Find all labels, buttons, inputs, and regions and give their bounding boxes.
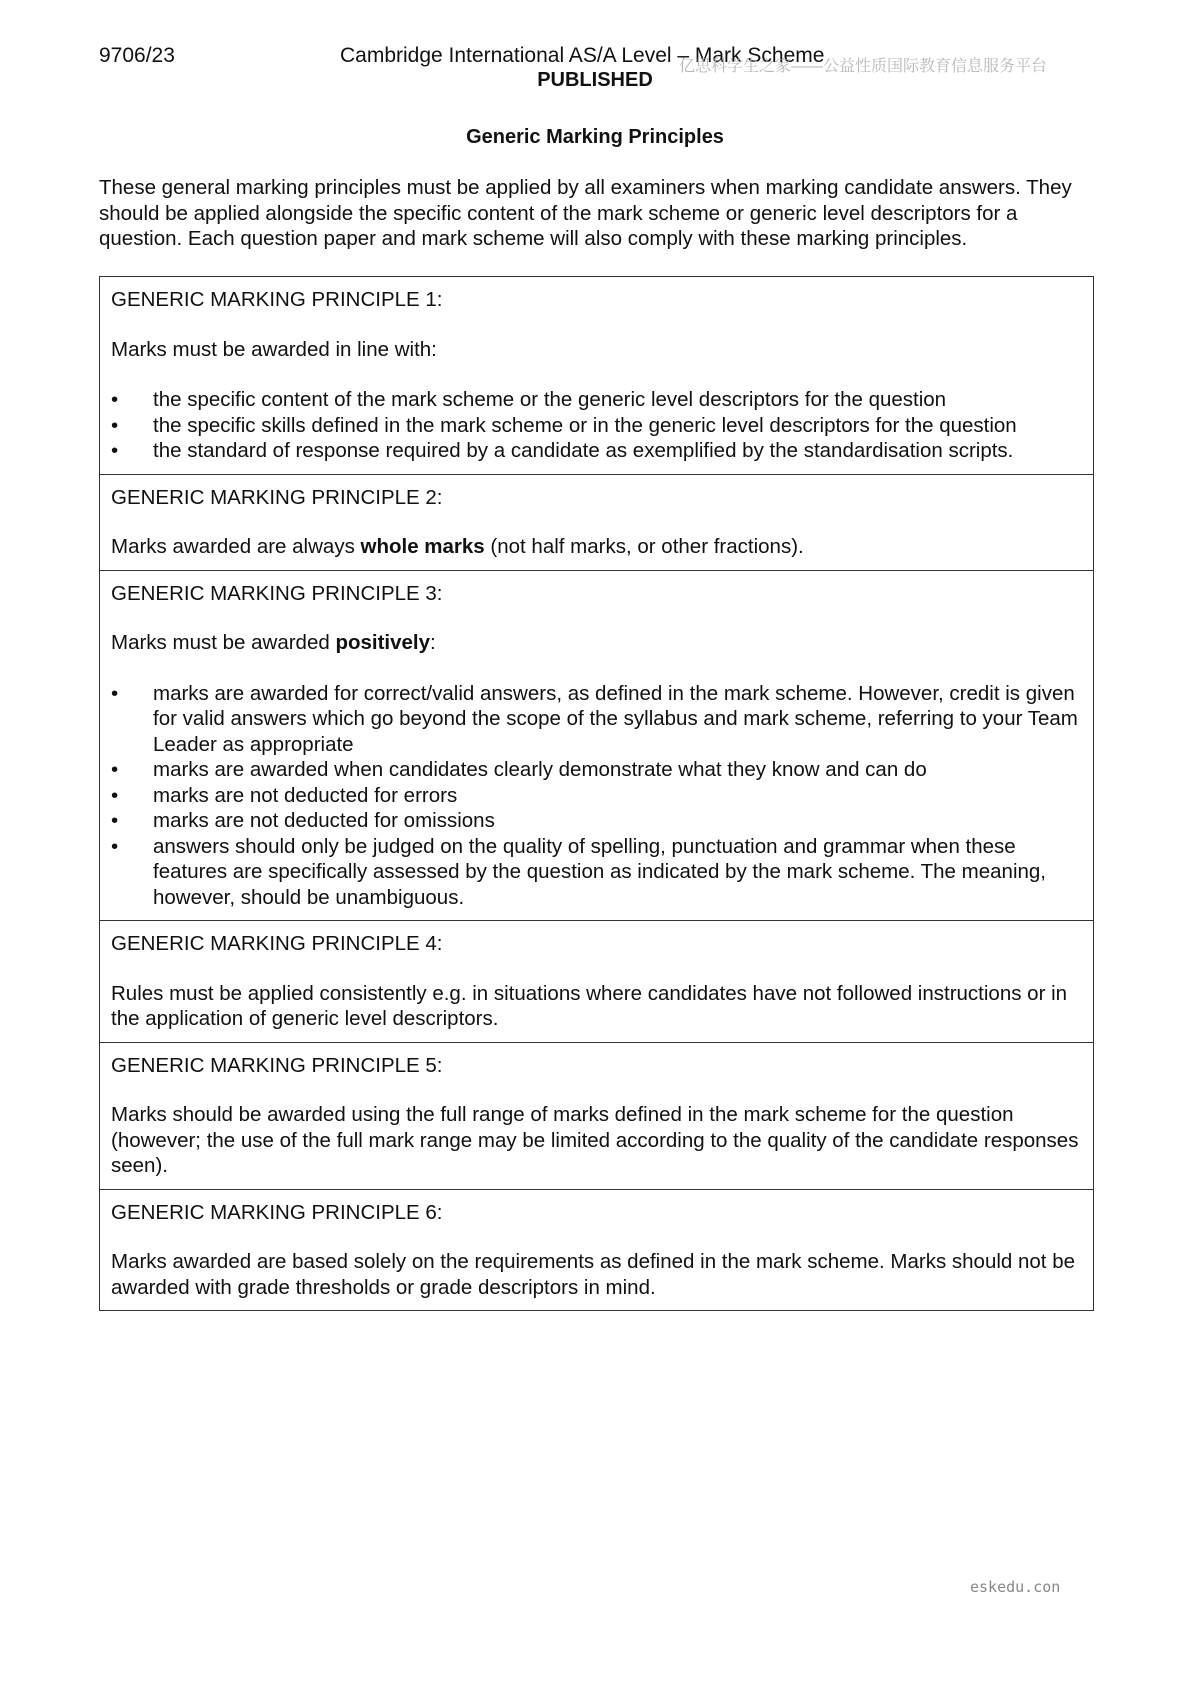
- header-watermark: 亿思科学生之家——公益性质国际教育信息服务平台: [679, 58, 1048, 75]
- principle-row: [100, 1042, 1094, 1189]
- bullet-text: marks are awarded when candidates clearly demonstrate what they know and can do: [153, 758, 927, 781]
- principle-text-start: Marks must be awarded in line with:: [111, 337, 437, 361]
- bullet-dot-icon: •: [111, 439, 119, 462]
- principle-text: [111, 630, 1083, 656]
- principle-emphasis: whole marks: [360, 535, 485, 558]
- section-heading: Generic Marking Principles: [466, 126, 724, 148]
- principle-heading: GENERIC MARKING PRINCIPLE 1:: [111, 288, 443, 311]
- principle-text-end: :: [430, 631, 436, 654]
- bullet-item: [111, 387, 1083, 413]
- paper-code: 9706/23: [99, 44, 175, 67]
- principle-emphasis: positively: [335, 631, 431, 654]
- principle-text: [111, 1249, 1083, 1300]
- bullet-item: [111, 681, 1083, 758]
- bullet-text: marks are not deducted for errors: [153, 783, 458, 807]
- principle-text-start: Marks must be awarded: [111, 631, 336, 654]
- principle-row: [100, 474, 1094, 570]
- principle-text-start: Rules must be applied consistently e.g. in situations where candidates have not followed instructions or in the application of generic level descriptors.: [111, 981, 1068, 1030]
- principle-text: [111, 534, 1083, 560]
- principle-heading: GENERIC MARKING PRINCIPLE 2:: [111, 485, 443, 509]
- document-title: Cambridge International AS/A Level – Mark Scheme: [340, 44, 825, 67]
- principle-cell: [100, 277, 1094, 475]
- principle-heading: GENERIC MARKING PRINCIPLE 3:: [111, 581, 443, 605]
- principle-heading: GENERIC MARKING PRINCIPLE 5:: [111, 1053, 443, 1077]
- bullet-item: [111, 438, 1083, 464]
- bullet-dot-icon: •: [111, 681, 119, 705]
- principle-heading: GENERIC MARKING PRINCIPLE 6:: [111, 1200, 443, 1224]
- principle-text-start: Marks awarded are based solely on the requirements as defined in the mark scheme. Marks should not be awarded with grade thresholds or grade descriptors in mind.: [111, 1250, 1076, 1299]
- bullet-text: answers should only be judged on the quality of spelling, punctuation and grammar when these features are specifically assessed by the question as indicated by the mark scheme. The meaning, however, should be unambiguous.: [153, 834, 1046, 909]
- principle-cell: [100, 1189, 1094, 1311]
- bullet-dot-icon: •: [111, 413, 119, 437]
- principle-text: [111, 1102, 1083, 1179]
- principles-table: [99, 276, 1094, 1311]
- bullet-dot-icon: •: [111, 758, 119, 781]
- intro-paragraph: These general marking principles must be applied by all examiners when marking candidate answers. They should be applied alongside the specific content of the mark scheme or generic level descriptors for a question. Each question paper and mark scheme will also comply with these marking principles.: [99, 176, 1072, 250]
- principle-text-end: (not half marks, or other fractions).: [484, 535, 804, 558]
- principle-row: [100, 277, 1094, 475]
- bullet-item: [111, 834, 1083, 911]
- principle-cell: [100, 921, 1094, 1043]
- bullet-text: the specific skills defined in the mark scheme or in the generic level descriptors for the question: [153, 413, 1017, 437]
- bullet-item: [111, 783, 1083, 809]
- bullet-item: [111, 757, 1083, 783]
- principle-row: [100, 921, 1094, 1043]
- bullet-list: [111, 681, 1083, 911]
- bullet-dot-icon: •: [111, 834, 119, 858]
- bullet-dot-icon: •: [111, 783, 119, 807]
- bullet-item: [111, 413, 1083, 439]
- published-label: PUBLISHED: [537, 69, 653, 91]
- footer-watermark: eskedu.con: [970, 1578, 1061, 1596]
- bullet-dot-icon: •: [111, 809, 119, 832]
- bullet-text: the standard of response required by a candidate as exemplified by the standardisation scripts.: [153, 439, 1014, 462]
- bullet-dot-icon: •: [111, 388, 119, 411]
- principle-row: [100, 1189, 1094, 1311]
- principle-text-start: Marks awarded are always: [111, 535, 361, 558]
- principle-text-start: Marks should be awarded using the full range of marks defined in the mark scheme for the question (however; the use of the full mark range may be limited according to the quality of the candidate responses seen).: [111, 1103, 1079, 1177]
- principle-heading: GENERIC MARKING PRINCIPLE 4:: [111, 932, 443, 955]
- principle-text: [111, 337, 1083, 363]
- principle-cell: [100, 474, 1094, 570]
- bullet-list: [111, 387, 1083, 464]
- bullet-text: marks are not deducted for omissions: [153, 809, 495, 832]
- principle-text: [111, 981, 1083, 1032]
- bullet-item: [111, 808, 1083, 834]
- bullet-text: marks are awarded for correct/valid answers, as defined in the mark scheme. However, credit is given for valid answers which go beyond the scope of the syllabus and mark scheme, referring to your Team Leader as appropriate: [153, 681, 1078, 756]
- principle-row: [100, 570, 1094, 921]
- bullet-text: the specific content of the mark scheme or the generic level descriptors for the question: [153, 388, 947, 411]
- principle-cell: [100, 1042, 1094, 1189]
- principle-cell: [100, 570, 1094, 921]
